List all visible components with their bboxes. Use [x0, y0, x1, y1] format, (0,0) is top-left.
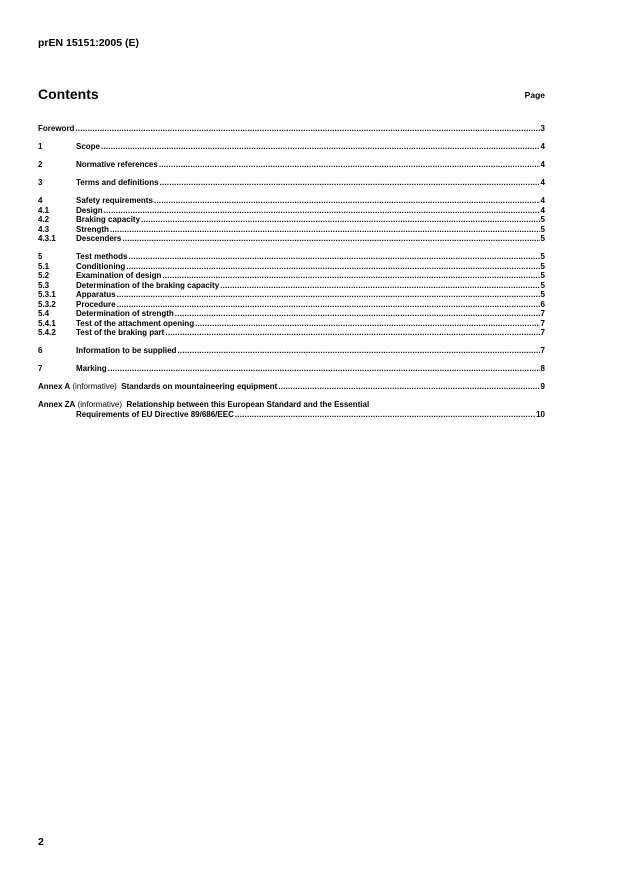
page-number: 2 [38, 836, 44, 848]
toc-entry-5-3[interactable] [38, 281, 545, 291]
toc-leader-dots [122, 234, 539, 244]
toc-title: Conditioning [76, 261, 126, 271]
toc-leader-dots [159, 160, 540, 170]
toc-number: 2 [38, 160, 43, 169]
toc-leader-dots [141, 215, 540, 225]
toc-entry-annex-a[interactable] [38, 382, 545, 392]
toc-title: Test of the attachment opening [76, 318, 195, 328]
toc-number: 5.2 [38, 271, 50, 280]
toc-number: 4.3 [38, 224, 50, 234]
toc-number: 5.4.2 [38, 328, 56, 337]
page-column-label: Page [524, 90, 545, 100]
toc-entry-5-1[interactable] [38, 262, 545, 272]
toc-entry-5-3-2[interactable] [38, 300, 545, 310]
toc-number: 4.1 [38, 205, 50, 215]
toc-number: 5.3.1 [38, 290, 56, 299]
toc-leader-dots [175, 309, 540, 319]
toc-page: 7 [540, 328, 545, 337]
toc-page: 5 [540, 271, 545, 280]
toc-page: 6 [540, 299, 545, 309]
toc-title: Determination of strength [76, 309, 174, 318]
toc-entry-5[interactable] [38, 252, 545, 262]
toc-title: Descenders [76, 234, 122, 243]
toc-leader-dots [117, 290, 540, 300]
toc-entry-1[interactable] [38, 142, 545, 152]
toc-title: Normative references [76, 160, 158, 169]
toc-leader-dots [160, 178, 540, 188]
toc-entry-5-4-1[interactable] [38, 319, 545, 329]
toc-title: Standards on mountaineering equipment [121, 382, 278, 391]
toc-number: 5.1 [38, 261, 50, 271]
toc-number: 4.3.1 [38, 234, 56, 243]
toc-page: 4 [540, 178, 545, 187]
toc-number: 5.4 [38, 309, 50, 318]
toc-entry-5-2[interactable] [38, 271, 545, 281]
toc-page: 3 [540, 124, 545, 133]
toc-title: Design [76, 205, 103, 215]
toc-leader-dots [177, 346, 539, 356]
toc-page: 5 [540, 224, 545, 234]
toc-page: 4 [540, 196, 545, 205]
toc-entry-5-3-1[interactable] [38, 290, 545, 300]
toc-page: 4 [540, 142, 545, 151]
toc-entry-4[interactable] [38, 196, 545, 206]
toc-leader-dots [128, 252, 539, 262]
toc-page: 7 [540, 309, 545, 318]
toc-title: Foreword [38, 124, 75, 133]
toc-number: 5.4.1 [38, 318, 56, 328]
toc-entry-foreword[interactable] [38, 124, 545, 134]
toc-entry-7[interactable] [38, 364, 545, 374]
toc-leader-dots [220, 281, 539, 291]
toc-page: 5 [540, 290, 545, 299]
document-id: prEN 15151:2005 (E) [38, 37, 139, 49]
toc-number: 7 [38, 364, 43, 373]
toc-title: Scope [76, 142, 101, 151]
table-of-contents [38, 124, 545, 419]
toc-leader-dots [154, 196, 540, 206]
toc-page: 7 [540, 318, 545, 328]
toc-number: 5.3 [38, 280, 50, 290]
annex-qualifier: (informative) [77, 400, 123, 409]
toc-entry-5-4-2[interactable] [38, 328, 545, 338]
toc-title: Examination of design [76, 271, 162, 280]
toc-page: 5 [540, 280, 545, 290]
toc-leader-dots [75, 124, 539, 134]
toc-page: 4 [540, 205, 545, 215]
toc-title: Safety requirements [76, 196, 153, 205]
toc-leader-dots [110, 225, 540, 235]
toc-number: 5 [38, 252, 43, 261]
toc-leader-dots [117, 300, 540, 310]
toc-page: 10 [536, 409, 545, 419]
toc-entry-5-4[interactable] [38, 309, 545, 319]
toc-number: 1 [38, 142, 43, 151]
toc-entry-4-3-1[interactable] [38, 234, 545, 244]
toc-title: Procedure [76, 299, 116, 309]
toc-entry-4-3[interactable] [38, 225, 545, 235]
toc-entry-4-2[interactable] [38, 215, 545, 225]
annex-label: Annex A [38, 382, 71, 391]
toc-leader-dots [126, 262, 539, 272]
toc-leader-dots [108, 364, 540, 374]
toc-title: Terms and definitions [76, 178, 159, 187]
toc-leader-dots [278, 382, 539, 392]
toc-title: Marking [76, 364, 107, 373]
toc-entry-4-1[interactable] [38, 206, 545, 216]
annex-qualifier: (informative) [72, 382, 117, 391]
toc-page: 5 [540, 261, 545, 271]
toc-page: 7 [540, 346, 545, 355]
toc-title: Requirements of EU Directive 89/686/EEC [76, 409, 234, 419]
toc-page: 8 [540, 364, 545, 373]
toc-title: Braking capacity [76, 215, 141, 224]
toc-entry-3[interactable] [38, 178, 545, 188]
toc-leader-dots [235, 410, 535, 420]
toc-number: 6 [38, 346, 43, 355]
toc-leader-dots [162, 271, 539, 281]
toc-title: Test methods [76, 252, 128, 261]
toc-entry-2[interactable] [38, 160, 545, 170]
toc-number: 3 [38, 178, 43, 187]
toc-title: Determination of the braking capacity [76, 280, 220, 290]
toc-entry-6[interactable] [38, 346, 545, 356]
toc-page: 5 [540, 215, 545, 224]
contents-title: Contents [38, 86, 99, 102]
toc-title: Strength [76, 224, 109, 234]
annex-label: Annex ZA [38, 400, 76, 409]
toc-page: 5 [540, 252, 545, 261]
toc-entry-annex-za[interactable] [38, 400, 545, 410]
toc-page: 5 [540, 234, 545, 243]
toc-title: Relationship between this European Standard and the Essential [126, 400, 370, 409]
toc-page: 9 [540, 382, 545, 391]
toc-entry-annex-za-continued[interactable] [38, 410, 545, 420]
toc-leader-dots [195, 319, 539, 329]
toc-leader-dots [104, 206, 540, 216]
toc-title: Test of the braking part [76, 328, 165, 337]
toc-number: 5.3.2 [38, 299, 56, 309]
toc-title: Information to be supplied [76, 346, 177, 355]
toc-title: Apparatus [76, 290, 116, 299]
toc-number: 4.2 [38, 215, 50, 224]
toc-page: 4 [540, 160, 545, 169]
toc-number: 4 [38, 196, 43, 205]
toc-leader-dots [165, 328, 539, 338]
toc-leader-dots [101, 142, 540, 152]
